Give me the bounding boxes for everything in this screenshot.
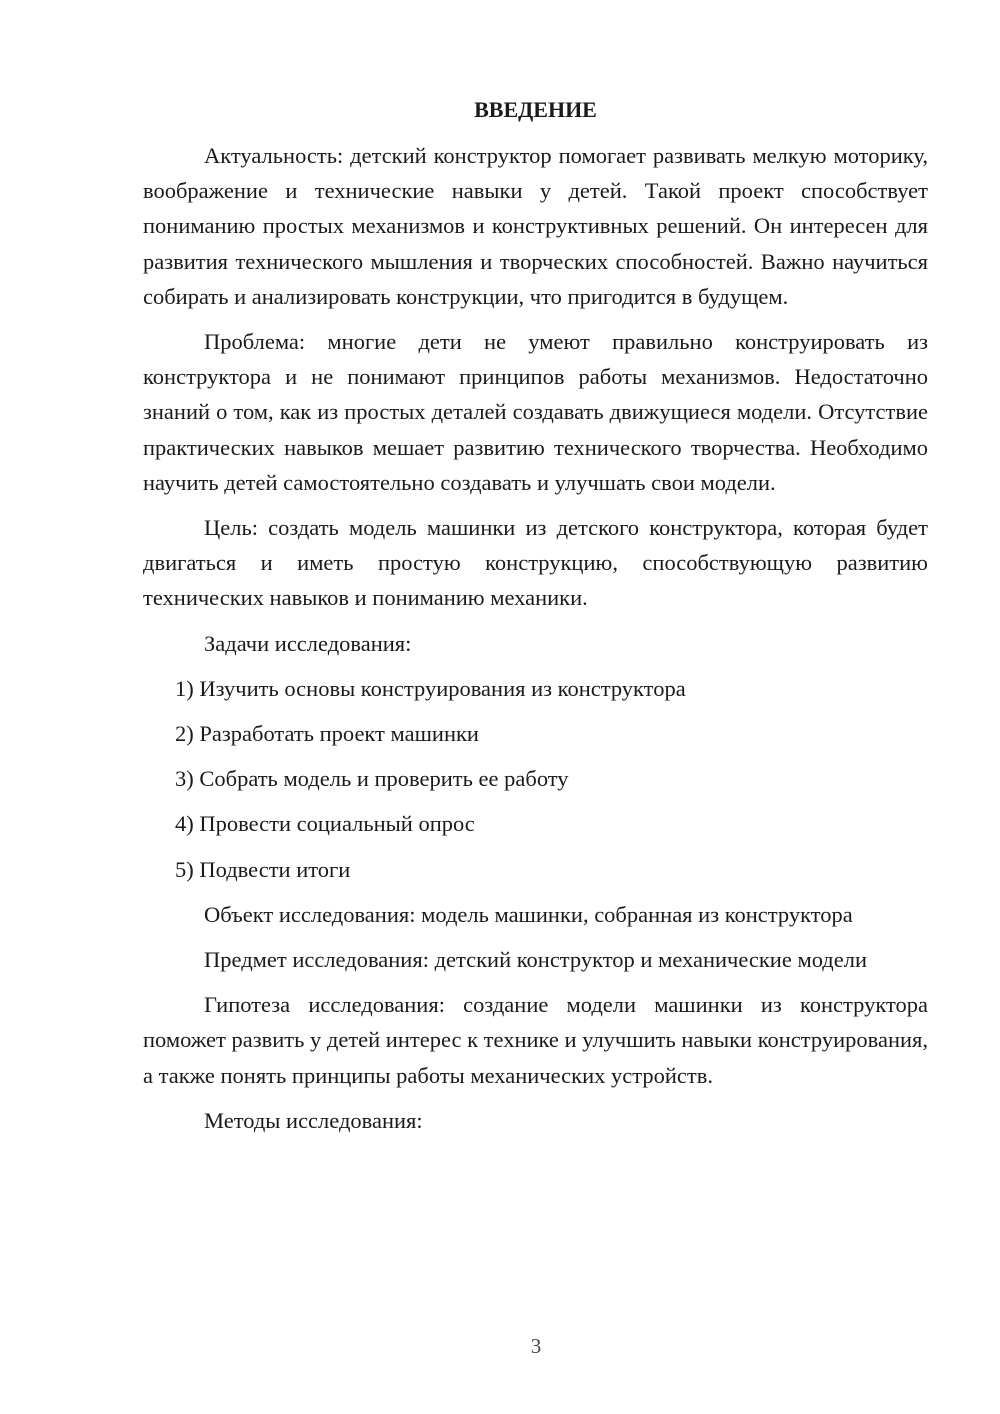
list-item: 2) Разработать проект машинки: [175, 721, 479, 747]
list-item: 4) Провести социальный опрос: [175, 811, 475, 837]
relevance-paragraph: Актуальность: детский конструктор помогает развивать мелкую моторику, воображение и технические навыки у детей. Такой проект способствует пониманию простых механизмов и конструктивных решений. Он интересен для развития технического мышления и творческих способностей. Важно научиться собирать и анализировать конструкции, что пригодится в будущем.: [143, 143, 928, 309]
section-heading: ВВЕДЕНИЕ: [474, 97, 597, 122]
list-item: 5) Подвести итоги: [175, 856, 351, 882]
object-paragraph: Объект исследования: модель машинки, собранная из конструктора: [204, 901, 853, 927]
list-item: 1) Изучить основы конструирования из конструктора: [175, 675, 686, 701]
list-item: 3) Собрать модель и проверить ее работу: [175, 766, 569, 792]
hypothesis-paragraph: Гипотеза исследования: создание модели машинки из конструктора поможет развить у детей интерес к технике и улучшить навыки конструирования, а также понять принципы работы механических устройств.: [143, 992, 928, 1088]
goal-paragraph: Цель: создать модель машинки из детского конструктора, которая будет двигаться и иметь простую конструкцию, способствующую развитию технических навыков и пониманию механики.: [143, 515, 928, 611]
page-content: [143, 95, 928, 1148]
methods-label: Методы исследования:: [204, 1107, 423, 1133]
page-number: 3: [530, 1334, 542, 1358]
tasks-list: [143, 671, 928, 887]
tasks-label: Задачи исследования:: [204, 630, 412, 656]
subject-paragraph: Предмет исследования: детский конструктор и механические модели: [204, 947, 868, 973]
problem-paragraph: Проблема: многие дети не умеют правильно конструировать из конструктора и не понимают принципов работы механизмов. Недостаточно знаний о том, как из простых деталей создавать движущиеся модели. Отсутствие практических навыков мешает развитию технического творчества. Необходимо научить детей самостоятельно создавать и улучшать свои модели.: [143, 329, 928, 495]
